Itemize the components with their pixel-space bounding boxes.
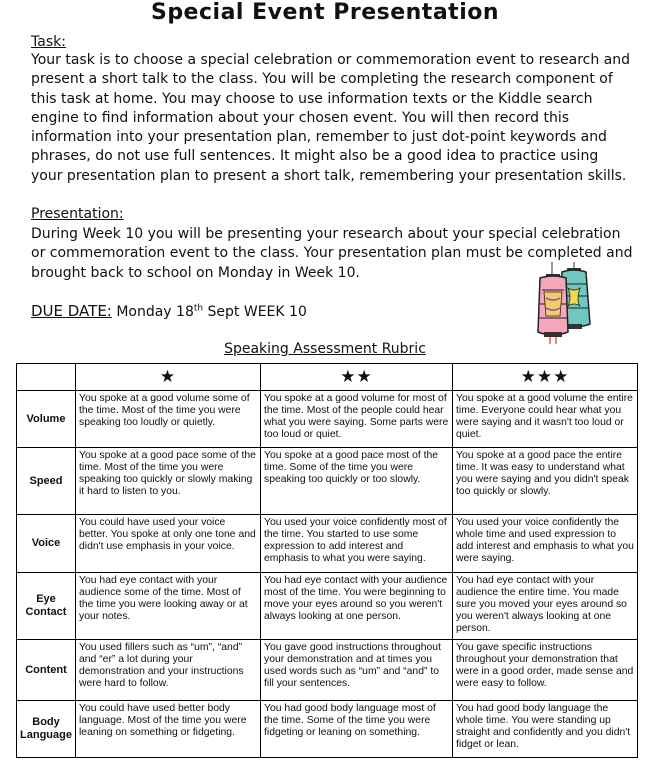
table-cell: You had good body language the whole time. You were standing up straight and confidently and you didn't fidget or lean. xyxy=(453,701,638,758)
three-star-header: ★★★ xyxy=(453,364,638,391)
table-row xyxy=(17,448,638,515)
table-cell: You used your voice confidently the whole time and used expression to add interest and emphasis to what you were saying. xyxy=(453,515,638,573)
due-date-label: DUE DATE: xyxy=(31,302,112,320)
table-row xyxy=(17,391,638,448)
due-date-ordinal: th xyxy=(193,303,204,314)
criterion-body-language: Body Language xyxy=(17,701,76,758)
table-cell: You had eye contact with your audience the entire time. You made sure you moved your eyes around so you weren't always looking at one person. xyxy=(453,573,638,640)
rubric-corner-cell xyxy=(17,364,76,391)
rubric-header-row xyxy=(17,364,638,391)
table-cell: You spoke at a good pace the entire time. It was easy to understand what you were saying and you didn't speak too quickly or slowly. xyxy=(453,448,638,515)
rubric-title: Speaking Assessment Rubric xyxy=(224,341,426,357)
due-date-line xyxy=(31,302,307,320)
table-cell: You had eye contact with your audience some of the time. Most of the time you were looking away or at your notes. xyxy=(76,573,261,640)
table-cell: You gave specific instructions throughout your demonstration that were in a good order, made sense and were easy to follow. xyxy=(453,640,638,701)
table-cell: You gave good instructions throughout your demonstration and at times you used words such as “um” and “and” to fill your sentences. xyxy=(261,640,453,701)
task-heading: Task: xyxy=(31,34,66,50)
due-date-day: Monday 18 xyxy=(116,304,194,320)
one-star-header: ★ xyxy=(76,364,261,391)
table-cell: You had good body language most of the time. Some of the time you were fidgeting or leaning on something. xyxy=(261,701,453,758)
table-row xyxy=(17,640,638,701)
table-cell: You spoke at a good pace some of the time. Most of the time you were speaking too quickly or slowly making it hard to listen to you. xyxy=(76,448,261,515)
task-paragraph: Your task is to choose a special celebration or commemoration event to research and present a short talk to the class. You will be completing the research component of this task at home. You may choose to use information texts or the Kiddle search engine to find information about your chosen event. You will then record this information into your presentation plan, remember to just dot-point keywords and phrases, do not use full sentences. It might also be a good idea to practice using your presentation plan to present a short talk, remembering your presentation skills. xyxy=(31,52,630,184)
table-cell: You could have used better body language. Most of the time you were leaning on something or fidgeting. xyxy=(76,701,261,758)
table-cell: You spoke at a good volume for most of the time. Most of the people could hear what you were saying. Some parts were too loud or quiet. xyxy=(261,391,453,448)
table-row xyxy=(17,701,638,758)
criterion-voice: Voice xyxy=(17,515,76,573)
criterion-eye-contact: Eye Contact xyxy=(17,573,76,640)
table-cell: You could have used your voice better. You spoke at only one tone and didn't use emphasis in your voice. xyxy=(76,515,261,573)
table-cell: You had eye contact with your audience most of the time. You were beginning to move your eyes around so you weren't always looking at one person. xyxy=(261,573,453,640)
table-cell: You used fillers such as “um”, “and” and “er” a lot during your demonstration and your instructions were hard to follow. xyxy=(76,640,261,701)
paper-lanterns-illustration xyxy=(522,262,594,346)
table-cell: You spoke at a good pace most of the time. Some of the time you were speaking too quickly or too slowly. xyxy=(261,448,453,515)
two-star-header: ★★ xyxy=(261,364,453,391)
criterion-content: Content xyxy=(17,640,76,701)
presentation-heading: Presentation: xyxy=(31,206,124,222)
table-cell: You spoke at a good volume the entire time. Everyone could hear what you were saying and it wasn't too loud or quiet. xyxy=(453,391,638,448)
table-cell: You used your voice confidently most of the time. You started to use some expression to add interest and emphasis to what you were saying. xyxy=(261,515,453,573)
table-cell: You spoke at a good volume some of the time. Most of the time you were speaking too loudly or quietly. xyxy=(76,391,261,448)
table-row xyxy=(17,515,638,573)
speaking-rubric-table xyxy=(16,363,638,758)
table-row xyxy=(17,573,638,640)
presentation-paragraph: During Week 10 you will be presenting your research about your special celebration or commemoration event to the class. Your presentation plan must be completed and brought back to school on Monday in Week 10. xyxy=(31,226,633,281)
due-date-rest: Sept WEEK 10 xyxy=(207,304,307,320)
criterion-volume: Volume xyxy=(17,391,76,448)
criterion-speed: Speed xyxy=(17,448,76,515)
page-title: Special Event Presentation xyxy=(150,0,500,25)
